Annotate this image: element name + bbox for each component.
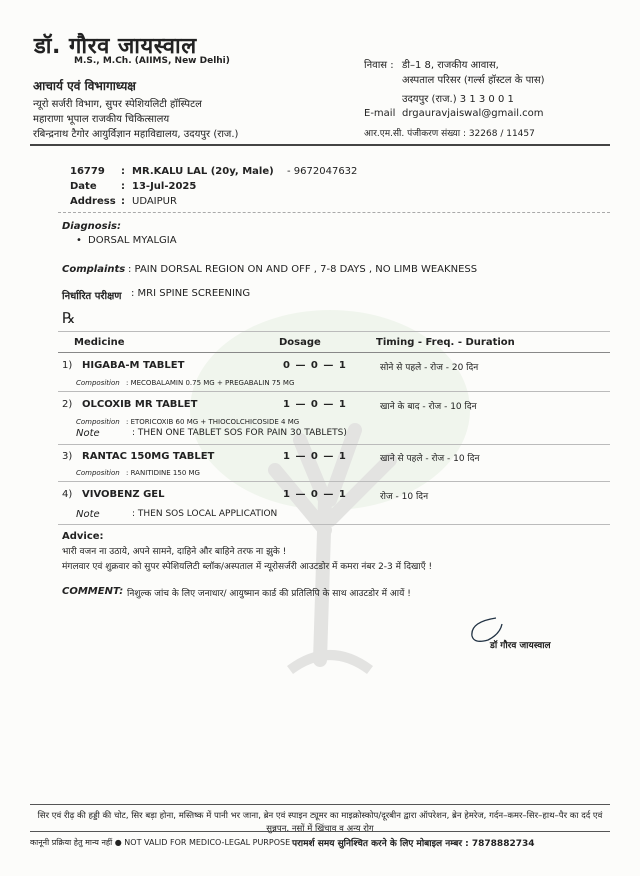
table-top-border <box>58 331 610 332</box>
patient-sep-1: : <box>121 166 125 177</box>
comment-text: निशुल्क जांच के लिए जनाधार/ आयुष्मान कार्ड की प्रतिलिपि के साथ आउटडोर में आयें ! <box>127 589 411 599</box>
signature-name: डॉ गौरव जायस्वाल <box>490 641 551 651</box>
row-3-medicine: RANTAC 150MG TABLET <box>82 451 215 462</box>
date-label: Date <box>70 181 97 192</box>
row-2-divider <box>58 444 610 445</box>
patient-address: UDAIPUR <box>132 196 177 207</box>
row-4-num: 4) <box>62 489 73 500</box>
footer-appointment: परामर्श समय सुनिश्चित करने के लिए मोबाइल नम्बर : 7878882734 <box>292 839 535 849</box>
visit-date: 13-Jul-2025 <box>132 181 197 192</box>
investigations-text: : MRI SPINE SCREENING <box>131 288 251 299</box>
footer-mid-divider <box>30 831 610 832</box>
address-line-3: उदयपुर (राज.) 3 1 3 0 0 1 <box>402 94 514 105</box>
footer-legal: कानूनी प्रक्रिया हेतु मान्य नहीं ● NOT VALID FOR MEDICO-LEGAL PURPOSE <box>30 838 291 847</box>
email-address: drgauravjaiswal@gmail.com <box>402 108 544 119</box>
address-line-2: अस्पताल परिसर (गर्ल्स हॉस्टल के पास) <box>402 75 545 86</box>
header-timing: Timing - Freq. - Duration <box>376 337 515 348</box>
row-1-composition: : MECOBALAMIN 0.75 MG + PREGABALIN 75 MG <box>126 379 295 387</box>
row-3-dosage: 1 — 0 — 1 <box>283 451 347 462</box>
diagnosis-bullet: • <box>76 235 82 246</box>
row-4-dosage: 1 — 0 — 1 <box>283 489 347 500</box>
complaints-label: Complaints <box>62 264 126 275</box>
header-medicine: Medicine <box>74 337 125 348</box>
patient-id: 16779 <box>70 166 105 177</box>
row-2-dosage: 1 — 0 — 1 <box>283 399 347 410</box>
advice-label: Advice: <box>62 531 104 542</box>
dept-line-1: न्यूरो सर्जरी विभाग, सुपर स्पेशियलिटी हॉस्पिटल <box>33 99 202 110</box>
patient-phone: - 9672047632 <box>287 166 358 177</box>
rx-icon: ℞ <box>62 309 76 327</box>
row-4-divider <box>58 524 610 525</box>
investigations-label: निर्धारित परीक्षण <box>62 291 122 302</box>
footer-services: सिर एवं रीढ़ की हड्डी की चोट, सिर बड़ा होना, मस्तिष्क में पानी भर जाना, ब्रेन एवं स्पाइन ट्यूमर का माइक्रोस्कोप/दूरबीन द्वारा ऑपरेशन, ब्रेन हेमरेज, गर्दन–कमर–सिर–हाथ–पैर का दर्द एवं सुन्नपन, नसों में खिंचाव व अन्य रोग <box>37 811 603 834</box>
patient-sep-2: : <box>121 181 125 192</box>
row-1-num: 1) <box>62 360 73 371</box>
row-1-divider <box>58 391 610 392</box>
row-3-divider <box>58 481 610 482</box>
row-4-timing: रोज - 10 दिन <box>380 492 429 502</box>
doctor-post: आचार्य एवं विभागाध्यक्ष <box>33 79 136 93</box>
address-line-1: डी–1 8, राजकीय आवास, <box>402 60 499 71</box>
row-2-composition: : ETORICOXIB 60 MG + THIOCOLCHICOSIDE 4 MG <box>126 418 300 426</box>
patient-name: MR.KALU LAL (20y, Male) <box>132 166 274 177</box>
row-2-note: : THEN ONE TABLET SOS FOR PAIN 30 TABLETS) <box>132 428 347 438</box>
advice-line-2: मंगलवार एवं शुक्रवार को सुपर स्पेशियलिटी ब्लॉक/अस्पताल में न्यूरोसर्जरी आउटडोर में कमरा नंबर 2-3 में दिखाएँ ! <box>62 562 433 572</box>
comment-label: COMMENT: <box>62 586 124 597</box>
diagnosis-item: DORSAL MYALGIA <box>88 235 177 246</box>
row-3-composition-label: Composition <box>76 469 120 477</box>
row-2-note-label: Note <box>76 428 100 439</box>
dept-line-2: महाराणा भूपाल राजकीय चिकित्सालय <box>33 114 170 125</box>
header-dosage: Dosage <box>279 337 321 348</box>
email-label: E-mail <box>364 108 396 119</box>
row-4-medicine: VIVOBENZ GEL <box>82 489 165 500</box>
address-label: निवास : <box>364 60 394 71</box>
address-field-label: Address <box>70 196 116 207</box>
row-4-note-label: Note <box>76 509 100 520</box>
patient-sep-3: : <box>121 196 125 207</box>
row-1-timing: सोने से पहले - रोज - 20 दिन <box>380 363 479 373</box>
complaints-text: : PAIN DORSAL REGION ON AND OFF , 7-8 DAYS , NO LIMB WEAKNESS <box>128 264 478 275</box>
row-4-note: : THEN SOS LOCAL APPLICATION <box>132 509 278 519</box>
advice-line-1: भारी वजन ना उठाये, अपने सामने, दाहिने और बाहिने तरफ ना झुके ! <box>62 547 287 557</box>
diagnosis-label: Diagnosis: <box>62 221 121 232</box>
header-divider <box>30 144 610 146</box>
row-2-num: 2) <box>62 399 73 410</box>
table-header-border <box>58 352 610 353</box>
row-1-medicine: HIGABA-M TABLET <box>82 360 185 371</box>
patient-divider <box>58 212 610 213</box>
row-2-composition-label: Composition <box>76 418 120 426</box>
row-3-composition: : RANITIDINE 150 MG <box>126 469 200 477</box>
row-3-num: 3) <box>62 451 73 462</box>
row-1-dosage: 0 — 0 — 1 <box>283 360 347 371</box>
dept-line-3: रबिन्द्रनाथ टैगोर आयुर्विज्ञान महाविद्यालय, उदयपुर (राज.) <box>33 129 239 140</box>
doctor-name: डॉ. गौरव जायस्वाल <box>34 34 197 59</box>
row-1-composition-label: Composition <box>76 379 120 387</box>
doctor-degree: M.S., M.Ch. (AIIMS, New Delhi) <box>74 56 230 66</box>
row-2-medicine: OLCOXIB MR TABLET <box>82 399 198 410</box>
row-2-timing: खाने के बाद - रोज - 10 दिन <box>380 402 477 412</box>
row-3-timing: खाने से पहले - रोज - 10 दिन <box>380 454 480 464</box>
footer-top-divider <box>30 804 610 805</box>
registration-number: आर.एम.सी. पंजीकरण संख्या : 32268 / 11457 <box>364 129 535 139</box>
